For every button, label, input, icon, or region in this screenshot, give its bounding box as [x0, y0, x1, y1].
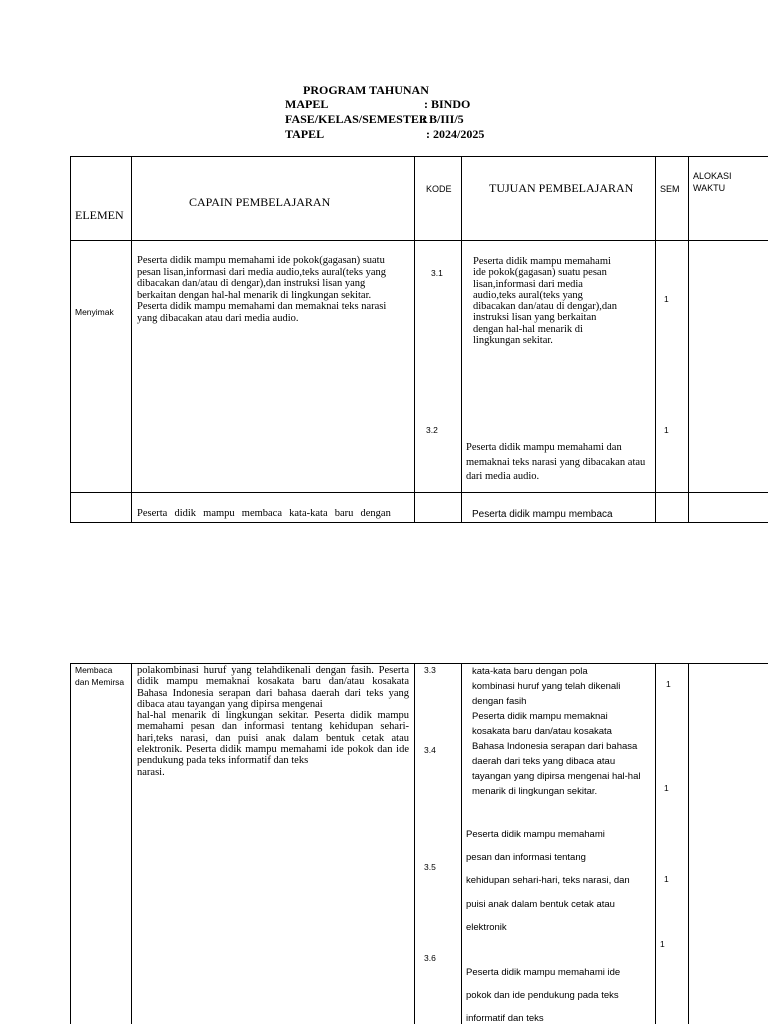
- row1-elemen: Menyimak: [75, 307, 114, 317]
- row2-sem1: 1: [666, 679, 671, 689]
- row1-capaian-para2: Peserta didik mampu memahami dan memaknai teks narasi yang dibacakan atau dari media audio.: [137, 301, 387, 324]
- row1-sem1: 1: [664, 294, 669, 304]
- header-kode: KODE: [426, 184, 452, 194]
- row2-kode1: 3.3: [424, 665, 436, 675]
- row1-kode2: 3.2: [426, 425, 438, 435]
- header-capaian: CAPAIN PEMBELAJARAN: [189, 195, 331, 209]
- row2-capaian-para2: hal-hal menarik di lingkungan sekitar. Peserta didik mampu memahami pesan dan informasi tentang kehidupan sehari-hari,teks narasi, dan puisi anak dalam bentuk cetak atau elektronik. Peserta didik mampu memahami ide pokok dan ide pendukung pada teks informatif dan teks: [137, 710, 409, 767]
- tapel-label: TAPEL: [285, 127, 325, 141]
- tapel-value: : 2024/2025: [426, 127, 485, 141]
- row2-capaian-start: Peserta didik mampu membaca kata-kata baru dengan: [137, 508, 391, 519]
- row2-capaian-para3: narasi.: [137, 766, 165, 778]
- row1-kode1: 3.1: [431, 268, 443, 278]
- row2-capaian-para1: polakombinasi huruf yang telahdikenali dengan fasih. Peserta didik mampu memaknai kosakata baru dan/atau kosakata Bahasa Indonesia serapan dari bahasa daerah dari teks yang dibaca atau tayangan yang dipirsa mengenai: [137, 665, 409, 710]
- row2-tujuan3: Peserta didik mampu memahami pesan dan informasi tentang kehidupan sehari-hari, teks narasi, dan puisi anak dalam bentuk cetak atau elektronik: [466, 829, 630, 933]
- row2-sem3: 1: [664, 874, 669, 884]
- row2-tujuan4: Peserta didik mampu memahami ide pokok dan ide pendukung pada teks informatif dan teks: [466, 967, 621, 1025]
- fase-value: : B/III/5: [422, 112, 464, 126]
- fase-label: FASE/KELAS/SEMESTER: [285, 112, 428, 126]
- row2-sem4: 1: [660, 939, 665, 949]
- header-alokasi-line1: ALOKASI: [693, 171, 732, 181]
- row1-capaian: [137, 255, 399, 324]
- row2-tujuan2: Peserta didik mampu memaknai kosakata baru dan/atau kosakata Bahasa Indonesia serapan dari bahasa daerah dari teks yang dibaca atau tayangan yang dipirsa mengenai hal-hal menarik di lingkungan sekitar.: [472, 711, 641, 797]
- mapel-value: : BINDO: [424, 97, 471, 111]
- row2-tujuan-start: Peserta didik mampu membaca: [472, 509, 613, 520]
- row2-sem2: 1: [664, 783, 669, 793]
- header-tujuan: TUJUAN PEMBELAJARAN: [489, 181, 634, 195]
- header-elemen: ELEMEN: [75, 208, 124, 222]
- mapel-label: MAPEL: [285, 97, 329, 111]
- row2-kode4: 3.6: [424, 953, 436, 963]
- header-alokasi: [693, 170, 732, 194]
- header-sem: SEM: [660, 184, 680, 194]
- row2-elemen: Membaca dan Memirsa: [75, 665, 125, 687]
- row2-kode3: 3.5: [424, 862, 436, 872]
- row1-tujuan2: Peserta didik mampu memahami dan memaknai teks narasi yang dibacakan atau dari media audio.: [466, 442, 646, 482]
- row1-sem2: 1: [664, 425, 669, 435]
- row2-tujuan1: kata-kata baru dengan pola kombinasi huruf yang telah dikenali dengan fasih: [472, 666, 621, 707]
- header-alokasi-line2: WAKTU: [693, 183, 726, 193]
- row1-capaian-para1: Peserta didik mampu memahami ide pokok(gagasan) suatu pesan lisan,informasi dari media audio,teks aural(teks yang dibacakan dan/atau di dengar),dan instruksi lisan yang berkaitan dengan hal-hal menarik di lingkungan sekitar.: [137, 255, 387, 301]
- row2-kode2: 3.4: [424, 745, 436, 755]
- document-title: PROGRAM TAHUNAN: [303, 83, 429, 97]
- row2-capaian: [137, 665, 409, 778]
- row1-tujuan1: Peserta didik mampu memahami ide pokok(gagasan) suatu pesan lisan,informasi dari media audio,teks aural(teks yang dibacakan dan/atau di dengar),dan instruksi lisan yang berkaitan dengan hal-hal menarik di lingkungan sekitar.: [473, 256, 618, 347]
